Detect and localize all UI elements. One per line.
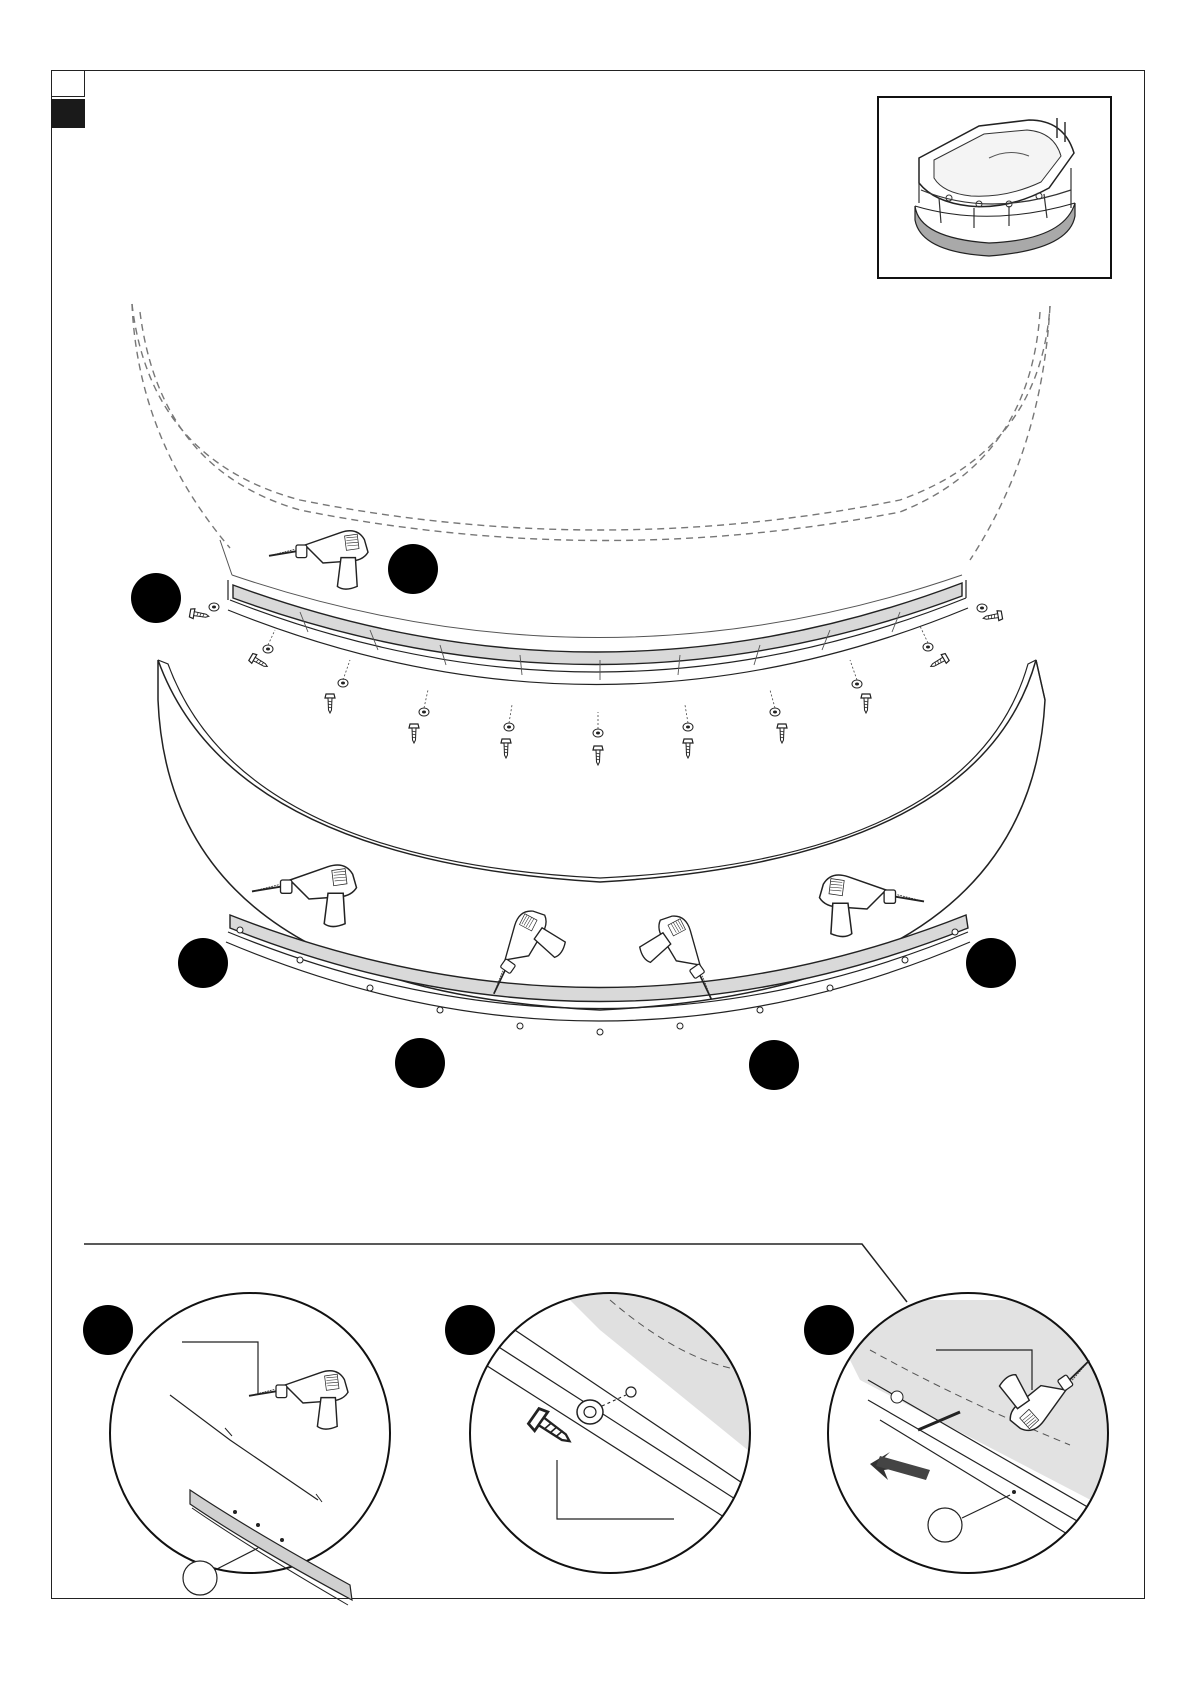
detail-bracket-line	[84, 1244, 907, 1302]
drill-icon	[269, 531, 368, 589]
detail-screwing	[470, 1290, 760, 1573]
front-panel	[158, 660, 1045, 1010]
step-marker	[388, 544, 438, 594]
step-marker	[966, 938, 1016, 988]
step-marker	[445, 1305, 495, 1355]
step-marker	[804, 1305, 854, 1355]
step-marker	[749, 1040, 799, 1090]
step-marker	[83, 1305, 133, 1355]
step-marker	[131, 573, 181, 623]
step-marker	[178, 938, 228, 988]
step-marker	[395, 1038, 445, 1088]
detail-drilling	[110, 1293, 390, 1605]
tub-outline-dashed	[132, 304, 1050, 560]
detail-fixing	[820, 1293, 1110, 1573]
